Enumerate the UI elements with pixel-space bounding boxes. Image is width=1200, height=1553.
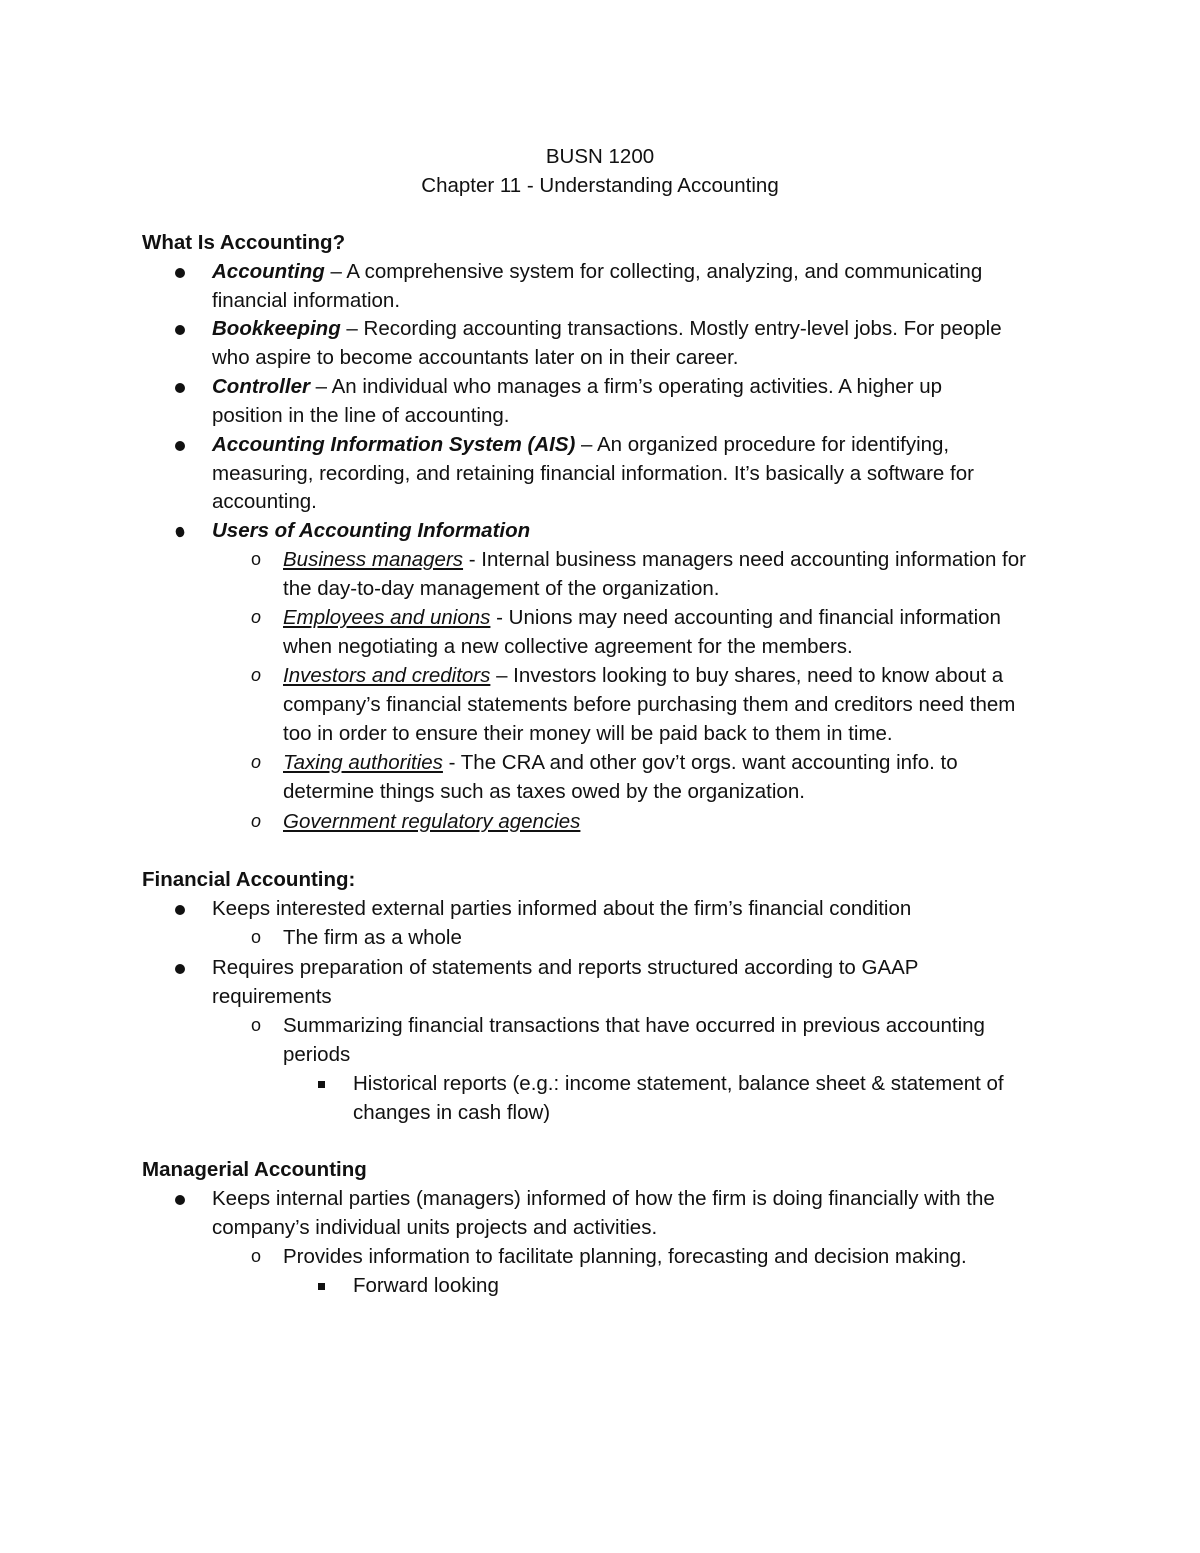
- definition-continuation: financial information.: [212, 289, 401, 312]
- definition-text: – A comprehensive system for collecting, analyzing, and communicating: [324, 260, 983, 283]
- section-heading-what-is-accounting: What Is Accounting?: [142, 231, 346, 254]
- definition-continuation: when negotiating a new collective agreement for the members.: [283, 635, 853, 658]
- sub-item-text: Summarizing financial transactions that have occurred in previous accounting: [283, 1014, 985, 1037]
- list-item-continuation: requirements: [212, 985, 332, 1008]
- definition-text: – An individual who manages a firm’s operating activities. A higher up: [309, 375, 943, 398]
- sub-item-employees-unions: [283, 603, 1001, 632]
- definition-continuation: determine things such as taxes owed by the organization.: [283, 780, 805, 803]
- circle-bullet-marker: o: [250, 1015, 261, 1035]
- list-item-ais: [212, 430, 949, 459]
- circle-bullet-marker: o: [250, 752, 261, 772]
- sub-sub-item-text: Forward looking: [353, 1274, 499, 1297]
- sub-sub-item-text: Historical reports (e.g.: income statement, balance sheet & statement of: [353, 1072, 1004, 1095]
- sub-item-text: The firm as a whole: [283, 926, 462, 949]
- term-government-regulatory-agencies: Government regulatory agencies: [283, 810, 581, 833]
- bullet-marker: [173, 314, 187, 343]
- list-item-text: Keeps interested external parties informed about the firm’s financial condition: [212, 897, 912, 920]
- sub-item-text: Provides information to facilitate planning, forecasting and decision making.: [283, 1245, 967, 1268]
- term-bookkeeping: Bookkeeping: [212, 317, 341, 340]
- definition-text: - The CRA and other gov’t orgs. want accounting info. to: [442, 751, 958, 774]
- term-ais: Accounting Information System (AIS): [212, 433, 576, 456]
- sub-item-government-agencies: [283, 807, 580, 836]
- definition-continuation: measuring, recording, and retaining financial information. It’s basically a software for: [212, 462, 974, 485]
- circle-bullet-marker: o: [250, 927, 261, 947]
- term-employees-and-unions: Employees and unions: [283, 606, 491, 629]
- course-title: BUSN 1200: [545, 145, 655, 168]
- bullet-marker: [173, 1184, 187, 1213]
- bullet-marker: [173, 430, 187, 459]
- circle-bullet-marker: o: [250, 607, 261, 627]
- sub-item-business-managers: [283, 545, 1026, 574]
- circle-bullet-marker: o: [250, 811, 261, 831]
- term-business-managers: Business managers: [283, 548, 464, 571]
- section-heading-financial-accounting: Financial Accounting:: [142, 868, 356, 891]
- list-item-continuation: company’s individual units projects and activities.: [212, 1216, 658, 1239]
- definition-text: - Internal business managers need accounting information for: [463, 548, 1026, 571]
- list-item-bookkeeping: [212, 314, 1002, 343]
- list-item-controller: [212, 372, 942, 401]
- chapter-title: Chapter 11 - Understanding Accounting: [421, 174, 779, 197]
- circle-bullet-marker: o: [250, 1246, 261, 1266]
- definition-continuation: position in the line of accounting.: [212, 404, 510, 427]
- sub-item-continuation: periods: [283, 1043, 351, 1066]
- term-taxing-authorities: Taxing authorities: [283, 751, 443, 774]
- circle-bullet-marker: o: [250, 549, 261, 569]
- list-item-text: Keeps internal parties (managers) informed of how the firm is doing financially with the: [212, 1187, 995, 1210]
- list-item-accounting: [212, 257, 982, 286]
- bullet-marker: [173, 894, 187, 923]
- bullet-marker: [173, 257, 187, 286]
- list-item-text: Requires preparation of statements and reports structured according to GAAP: [212, 956, 919, 979]
- list-item-users: [212, 516, 530, 545]
- definition-continuation: too in order to ensure their money will be paid back to them in time.: [283, 722, 893, 745]
- bullet-marker: [173, 953, 187, 982]
- section-heading-managerial-accounting: Managerial Accounting: [142, 1158, 367, 1181]
- definition-continuation: the day-to-day management of the organization.: [283, 577, 720, 600]
- square-bullet-marker: [315, 1271, 327, 1300]
- sub-item-taxing-authorities: [283, 748, 958, 777]
- term-users-of-accounting-information: Users of Accounting Information: [212, 519, 531, 542]
- sub-sub-item-continuation: changes in cash flow): [353, 1101, 551, 1124]
- definition-text: – Investors looking to buy shares, need to know about a: [490, 664, 1004, 687]
- term-controller: Controller: [212, 375, 310, 398]
- definition-text: – Recording accounting transactions. Mostly entry-level jobs. For people: [340, 317, 1002, 340]
- bullet-marker: [173, 516, 187, 545]
- bullet-marker: [173, 372, 187, 401]
- circle-bullet-marker: o: [250, 665, 261, 685]
- term-investors-and-creditors: Investors and creditors: [283, 664, 491, 687]
- sub-item-investors-creditors: [283, 661, 1003, 690]
- term-accounting: Accounting: [212, 260, 325, 283]
- definition-text: – An organized procedure for identifying,: [575, 433, 950, 456]
- square-bullet-marker: [315, 1069, 327, 1098]
- definition-continuation: company’s financial statements before purchasing them and creditors need them: [283, 693, 1016, 716]
- definition-text: - Unions may need accounting and financial information: [490, 606, 1001, 629]
- definition-continuation: accounting.: [212, 490, 317, 513]
- definition-continuation: who aspire to become accountants later on in their career.: [212, 346, 739, 369]
